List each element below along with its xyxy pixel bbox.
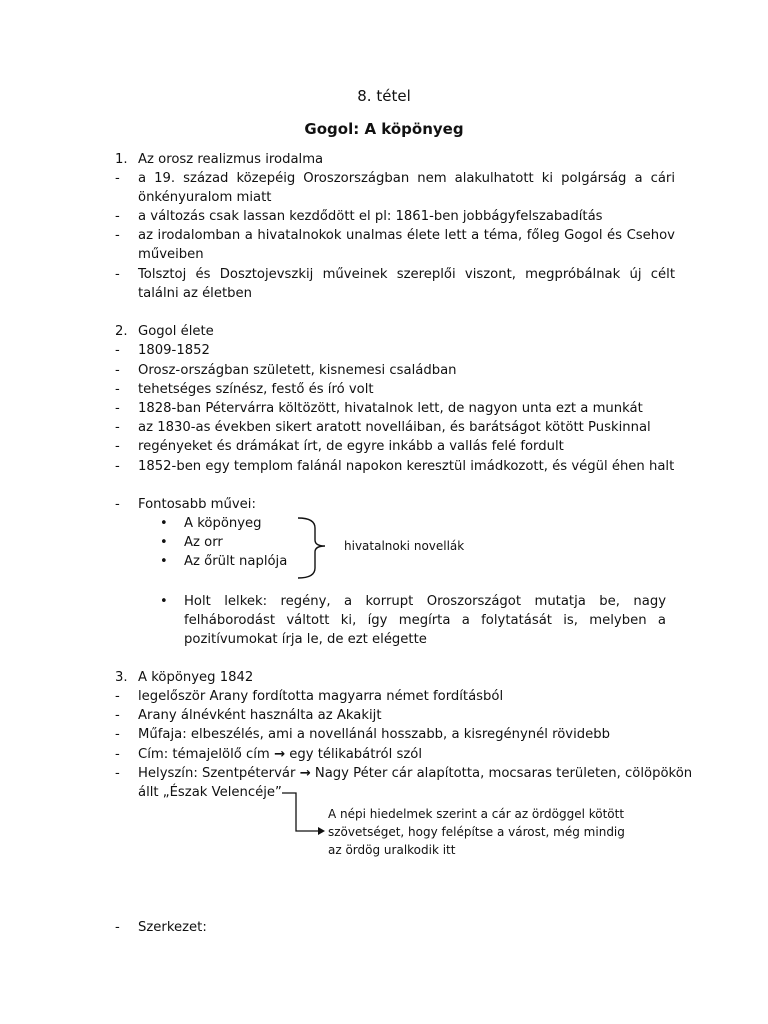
arrow-right-icon: →	[273, 747, 286, 762]
list-dash: -	[115, 228, 120, 243]
list-dash: -	[115, 343, 120, 358]
elbow-arrow-shape	[282, 793, 318, 831]
cim-text-b: egy télikabátról szól	[285, 747, 422, 762]
list-dash: -	[115, 401, 120, 416]
list-item: 1809-1852	[138, 343, 210, 358]
list-dash: -	[115, 171, 120, 186]
section-3-heading: A köpönyeg 1842	[138, 670, 254, 685]
helyszin-continued: állt „Észak Velencéje”	[138, 785, 282, 800]
list-dash: -	[115, 267, 120, 282]
list-item: Tolsztoj és Dosztojevszkij műveinek szereplői viszont, megpróbálnak új célt találni az életben	[138, 267, 675, 301]
bullet-icon: •	[160, 554, 168, 569]
list-dash: -	[115, 766, 120, 781]
bullet-icon: •	[160, 594, 168, 609]
list-item: tehetséges színész, festő és író volt	[138, 382, 374, 397]
list-dash: -	[115, 689, 120, 704]
list-dash: -	[115, 420, 120, 435]
curly-brace-shape	[298, 518, 325, 578]
list-dash: -	[115, 439, 120, 454]
list-dash: -	[115, 727, 120, 742]
section-1-number: 1.	[115, 152, 128, 167]
work-item: A köpönyeg	[184, 516, 262, 531]
section-2-number: 2.	[115, 324, 128, 339]
list-item: regényeket és drámákat írt, de egyre inkább a vallás felé fordult	[138, 439, 564, 454]
list-dash: -	[115, 920, 120, 935]
works-group-label: hivatalnoki novellák	[344, 539, 465, 553]
list-item: a 19. század közepéig Oroszországban nem alakulhatott ki polgárság a cári önkényuralom miatt	[138, 171, 675, 205]
arrow-right-icon: →	[299, 766, 311, 781]
bullet-icon: •	[160, 516, 168, 531]
list-item: 1828-ban Pétervárra költözött, hivatalnok lett, de nagyon unta ezt a munkát	[138, 401, 643, 416]
list-item: 1852-ben egy templom falánál napokon keresztül imádkozott, és végül éhen halt	[138, 459, 675, 474]
works-label: Fontosabb művei:	[138, 497, 256, 512]
holt-lelkek-item: Holt lelkek: regény, a korrupt Oroszországot mutatja be, nagy felháborodást váltott ki, így megírta a folytatását is, melyben a pozitívumokat írja le, de ezt elégette	[184, 594, 666, 647]
list-item: az irodalomban a hivatalnokok unalmas élete lett a téma, főleg Gogol és Csehov műveiben	[138, 228, 675, 262]
section-3-number: 3.	[115, 670, 128, 685]
page-subtitle: Gogol: A köpönyeg	[304, 120, 464, 138]
work-item: Az orr	[184, 535, 223, 550]
szerkezet-label: Szerkezet:	[138, 920, 207, 935]
list-dash: -	[115, 382, 120, 397]
list-item: Műfaja: elbeszélés, ami a novellánál hosszabb, a kisregénynél rövidebb	[138, 727, 610, 742]
list-dash: -	[115, 497, 120, 512]
page-title: 8. tétel	[357, 87, 411, 105]
cim-text-a: Cím: témajelölő cím	[138, 747, 274, 762]
section-2-heading: Gogol élete	[138, 324, 214, 339]
legend-note: A népi hiedelmek szerint a cár az ördöggel kötött szövetséget, hogy felépítse a várost, még mindig az ördög uralkodik itt	[328, 807, 625, 857]
bullet-icon: •	[160, 535, 168, 550]
list-item: Arany álnévként használta az Akakijt	[138, 708, 382, 723]
list-item: legelőször Arany fordította magyarra német fordításból	[138, 689, 504, 704]
list-dash: -	[115, 747, 120, 762]
helyszin-text-b: Nagy Péter cár alapította, mocsaras területen, cölöpökön	[310, 766, 693, 781]
work-item: Az őrült naplója	[184, 554, 288, 569]
section-1-heading: Az orosz realizmus irodalma	[138, 152, 324, 167]
helyszin-text-a: Helyszín: Szentpétervár	[138, 766, 300, 781]
list-dash: -	[115, 363, 120, 378]
list-item: Orosz-országban született, kisnemesi családban	[138, 363, 457, 378]
list-dash: -	[115, 708, 120, 723]
arrowhead-shape	[318, 827, 325, 835]
list-item: az 1830-as években sikert aratott novelláiban, és barátságot kötött Puskinnal	[138, 420, 651, 435]
list-dash: -	[115, 459, 120, 474]
list-dash: -	[115, 209, 120, 224]
list-item: a változás csak lassan kezdődött el pl: 1861-ben jobbágyfelszabadítás	[138, 209, 603, 224]
